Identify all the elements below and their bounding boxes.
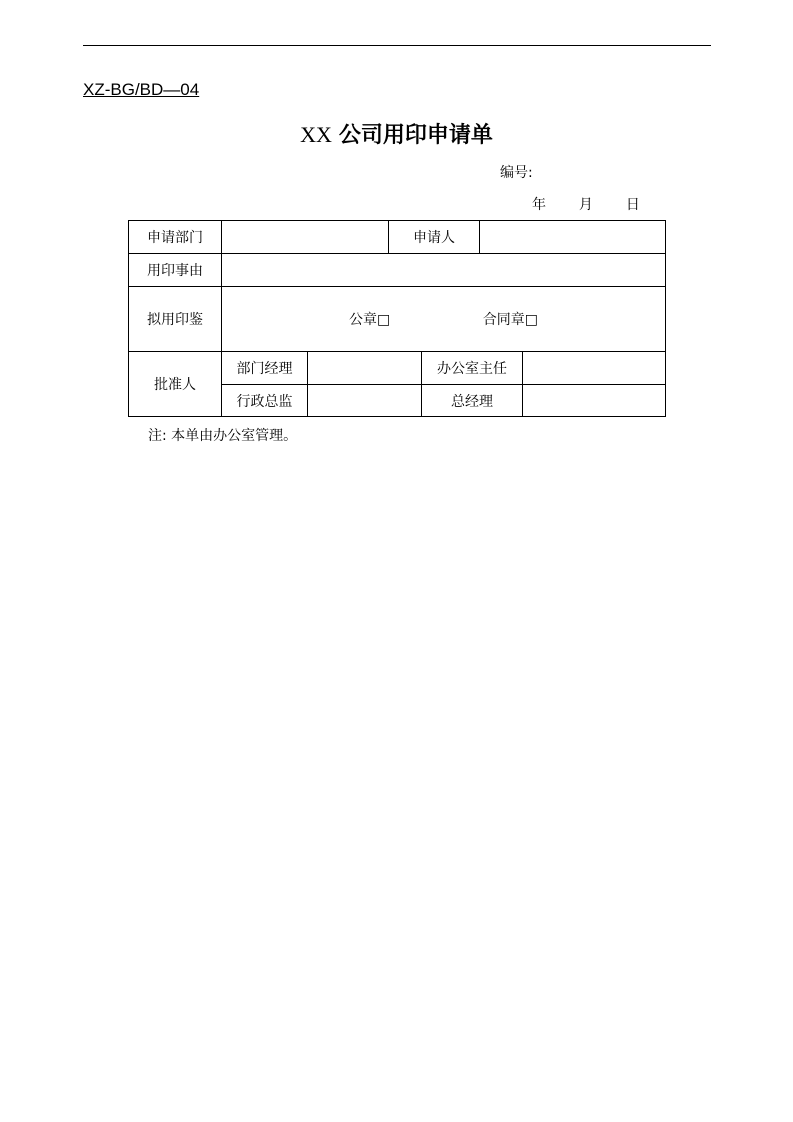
date-line [532, 194, 640, 214]
office-director-label: 办公室主任 [422, 352, 523, 385]
general-manager-label: 总经理 [422, 385, 523, 417]
applicant-input-cell[interactable] [480, 221, 666, 254]
dept-label-cell: 申请部门 [129, 221, 222, 254]
seal-label-cell: 拟用印鉴 [129, 287, 222, 352]
title-prefix: XX [300, 122, 332, 147]
serial-number-label: 编号: [500, 165, 533, 181]
title-main: 公司用印申请单 [338, 123, 493, 148]
dept-input-cell[interactable] [222, 221, 389, 254]
reason-input-cell[interactable] [222, 254, 666, 287]
seal-options-cell [222, 287, 666, 352]
contract-seal-checkbox[interactable]: 合同章□ [482, 312, 538, 328]
dept-manager-input[interactable] [308, 352, 422, 385]
date-day-label: 日 [625, 197, 640, 213]
official-seal-checkbox[interactable]: 公章□ [349, 312, 391, 328]
dept-manager-label: 部门经理 [222, 352, 308, 385]
header-rule [83, 45, 711, 46]
date-month-label: 月 [578, 197, 593, 213]
footer-note: 注: 本单由办公室管理。 [148, 428, 298, 444]
general-manager-input[interactable] [523, 385, 666, 417]
admin-director-input[interactable] [308, 385, 422, 417]
form-title [0, 118, 793, 149]
approver-label-cell: 批准人 [129, 352, 222, 417]
seal-application-table [128, 220, 666, 417]
applicant-label-cell: 申请人 [389, 221, 480, 254]
reason-label-cell: 用印事由 [129, 254, 222, 287]
document-code: XZ-BG/BD—04 [83, 80, 200, 99]
date-year-label: 年 [532, 197, 546, 213]
admin-director-label: 行政总监 [222, 385, 308, 417]
office-director-input[interactable] [523, 352, 666, 385]
